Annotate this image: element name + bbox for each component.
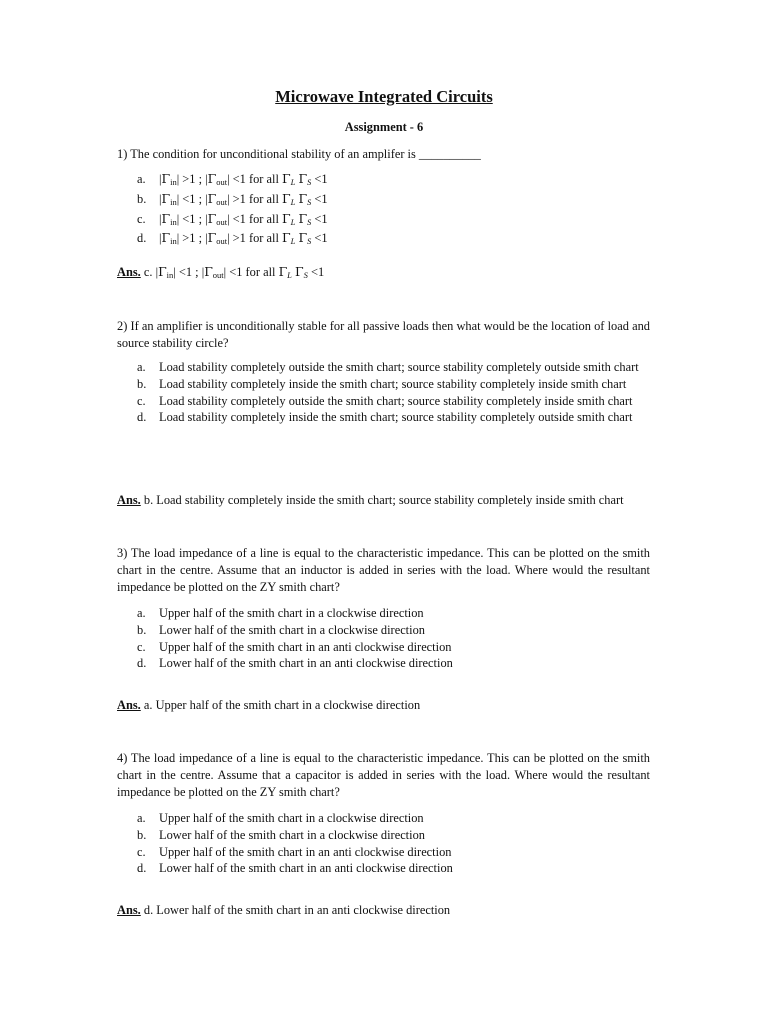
answer-2: Ans. b. Load stability completely inside the smith chart; source stability completely inside smith chart [117, 493, 624, 507]
option-b: b. Lower half of the smith chart in a clockwise direction [137, 827, 425, 842]
option-a: a. Upper half of the smith chart in a clockwise direction [137, 811, 424, 825]
question-4: 4) The load impedance of a line is equal to the characteristic impedance. This can be plotted on the smith chart in the centre. Assume that a capacitor is added in series with the load. Where would the resultant impedance be plotted on the ZY smith chart? [117, 751, 650, 799]
question-4-options [137, 810, 650, 877]
option-d: d. Load stability completely inside the smith chart; source stability completely outside smith chart [137, 410, 633, 425]
question-2-options [137, 359, 650, 426]
option-c: c. Upper half of the smith chart in an anti clockwise direction [137, 639, 452, 654]
question-1-options [137, 171, 650, 250]
option-a: a. Load stability completely outside the smith chart; source stability completely outside smith chart [137, 360, 639, 374]
assignment-subtitle: Assignment - 6 [344, 120, 424, 134]
answer-4: Ans. d. Lower half of the smith chart in an anti clockwise direction [117, 903, 451, 917]
question-3-options [137, 605, 650, 672]
option-a: a. $|\Gamma_{in}| >1$ ; $|\Gamma_{out}| <1$ for all $\Gamma_L$ $\Gamma_S <1$ [137, 171, 328, 187]
answer-3: Ans. a. Upper half of the smith chart in a clockwise direction [117, 698, 421, 712]
option-b: b. Load stability completely inside the smith chart; source stability completely inside smith chart [137, 376, 627, 391]
option-c: c. $|\Gamma_{in}| <1$ ; $|\Gamma_{out}| <1$ for all $\Gamma_L$ $\Gamma_S <1$ [137, 210, 328, 227]
question-3: 3) The load impedance of a line is equal to the characteristic impedance. This can be plotted on the smith chart in the centre. Assume that an inductor is added in series with the load. Where would the resultant impedance be plotted on the ZY smith chart? [117, 546, 650, 594]
option-a: a. Upper half of the smith chart in a clockwise direction [137, 606, 424, 620]
option-d: d. Lower half of the smith chart in an anti clockwise direction [137, 656, 453, 671]
option-b: b. $|\Gamma_{in}| <1$ ; $|\Gamma_{out}| >1$ for all $\Gamma_L$ $\Gamma_S <1$ [137, 190, 328, 207]
option-d: d. $|\Gamma_{in}| >1$ ; $|\Gamma_{out}| >1$ for all $\Gamma_L$ $\Gamma_S <1$ [137, 230, 328, 247]
option-b: b. Lower half of the smith chart in a clockwise direction [137, 622, 425, 637]
option-d: d. Lower half of the smith chart in an anti clockwise direction [137, 861, 453, 876]
document-title: Microwave Integrated Circuits [275, 87, 493, 106]
option-c: c. Load stability completely outside the smith chart; source stability completely inside smith chart [137, 393, 633, 408]
question-2: 2) If an amplifier is unconditionally stable for all passive loads then what would be the location of load and source stability circle? [117, 319, 650, 350]
answer-1: Ans. c. $|\Gamma_{in}| <1$ ; $|\Gamma_{out}| <1$ for all $\Gamma_L$ $\Gamma_S <1$ [117, 264, 325, 280]
option-c: c. Upper half of the smith chart in an anti clockwise direction [137, 844, 452, 859]
question-1: 1) The condition for unconditional stability of an amplifer is __________ [117, 147, 481, 161]
